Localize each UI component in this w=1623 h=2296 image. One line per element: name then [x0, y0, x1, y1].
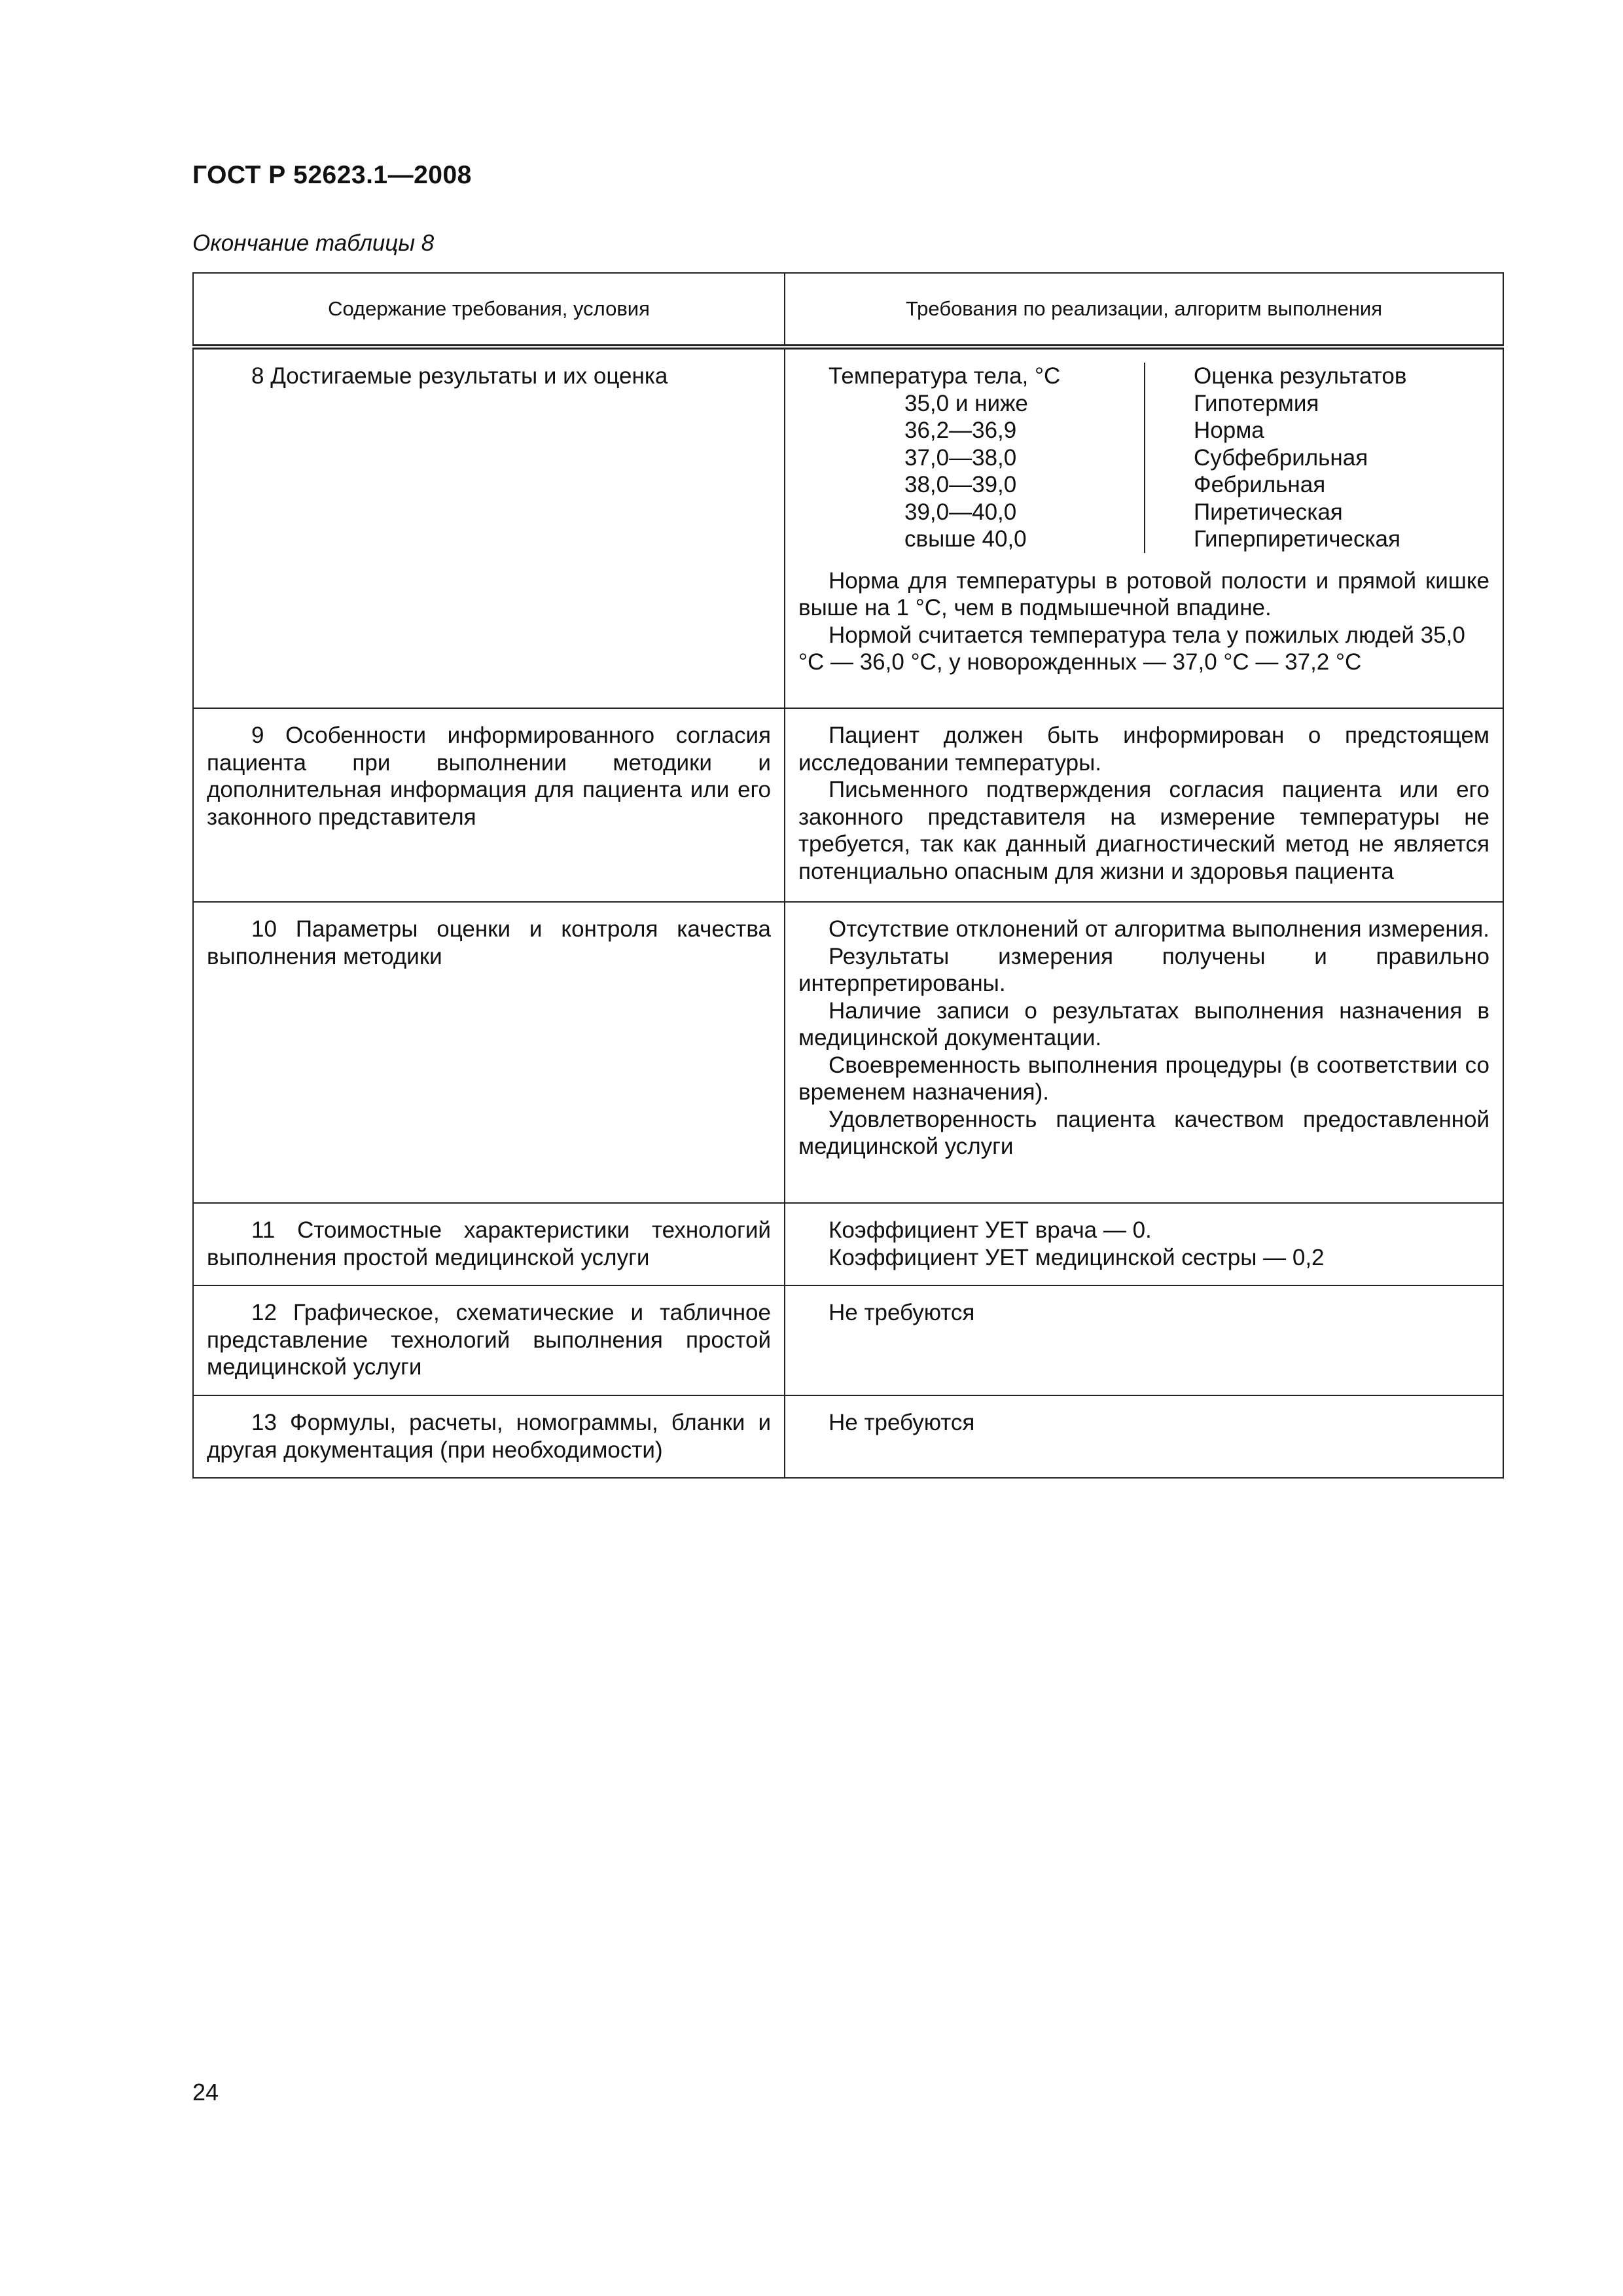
requirements-table — [192, 272, 1504, 1479]
temperature-value: 39,0—40,0 — [904, 499, 1017, 525]
requirement-text: 10 Параметры оценки и контроля качества выполнения методики — [207, 916, 771, 969]
temperature-table — [798, 363, 1489, 553]
paragraph: Норма для температуры в ротовой полости и прямой кишке выше на 1 °C, чем в подмышечной впадине. — [798, 567, 1489, 620]
column-header-requirement: Содержание требования, условия — [193, 273, 785, 347]
temperature-value: свыше 40,0 — [904, 526, 1027, 552]
row-13-implementation — [785, 1395, 1503, 1478]
table-row — [193, 1203, 1503, 1285]
table-header-row — [193, 273, 1503, 347]
row-10-requirement — [193, 902, 785, 1203]
row-8-requirement — [193, 347, 785, 708]
requirement-text: 13 Формулы, расчеты, номограммы, бланки и другая документация (при необходимости) — [207, 1410, 771, 1463]
requirement-text: 9 Особенности информированного согласия пациента при выполнении методики и дополнительная информация для пациента или его законного представителя — [207, 723, 771, 830]
result-value: Субфебрильная — [1194, 444, 1368, 471]
temperature-header: Температура тела, °C — [829, 363, 1061, 389]
paragraph: Нормой считается температура тела у пожилых людей 35,0 °C — 36,0 °C, у новорожденных — 37,0 °C — 37,2 °C — [798, 622, 1465, 675]
paragraph: Не требуются — [829, 1300, 975, 1325]
paragraph: Удовлетворенность пациента качеством предоставленной медицинской услуги — [798, 1106, 1489, 1159]
table-row — [193, 347, 1503, 708]
result-column — [1145, 363, 1406, 553]
row-11-implementation — [785, 1203, 1503, 1285]
table-row — [193, 1395, 1503, 1478]
paragraph: Коэффициент УЕТ врача — 0. — [829, 1217, 1152, 1243]
table-caption: Окончание таблицы 8 — [192, 230, 435, 256]
result-value: Пиретическая — [1194, 499, 1343, 525]
requirement-text: 11 Стоимостные характеристики технологий выполнения простой медицинской услуги — [207, 1217, 771, 1270]
temperature-value: 38,0—39,0 — [904, 472, 1017, 497]
row-9-requirement — [193, 708, 785, 902]
result-header: Оценка результатов — [1194, 363, 1407, 389]
result-value: Норма — [1194, 418, 1264, 443]
document-id: ГОСТ Р 52623.1—2008 — [192, 161, 472, 189]
row-10-implementation — [785, 902, 1503, 1203]
row-8-implementation — [785, 347, 1503, 708]
result-value: Гипотермия — [1194, 390, 1319, 416]
paragraph: Своевременность выполнения процедуры (в соответствии со временем назначения). — [798, 1052, 1489, 1105]
table-row — [193, 708, 1503, 902]
requirement-text: 12 Графическое, схематические и табличное представление технологий выполнения простой медицинской услуги — [207, 1300, 771, 1380]
row-13-requirement — [193, 1395, 785, 1478]
paragraph: Коэффициент УЕТ медицинской сестры — 0,2 — [829, 1244, 1325, 1270]
row-9-implementation — [785, 708, 1503, 902]
paragraph: Отсутствие отклонений от алгоритма выполнения измерения. — [829, 916, 1489, 942]
temperature-column — [798, 363, 1145, 553]
row-12-requirement — [193, 1285, 785, 1395]
requirement-text: 8 Достигаемые результаты и их оценка — [251, 363, 668, 389]
paragraph: Результаты измерения получены и правильно интерпретированы. — [798, 943, 1489, 996]
page-number: 24 — [192, 2079, 219, 2106]
row-11-requirement — [193, 1203, 785, 1285]
temperature-value: 35,0 и ниже — [904, 390, 1028, 416]
result-value: Гиперпиретическая — [1194, 526, 1400, 552]
table-row — [193, 902, 1503, 1203]
temperature-value: 36,2—36,9 — [904, 418, 1017, 443]
row-12-implementation — [785, 1285, 1503, 1395]
table-row — [193, 1285, 1503, 1395]
paragraph: Не требуются — [829, 1410, 975, 1435]
paragraph: Письменного подтверждения согласия пациента или его законного представителя на измерение температуры не требуется, так как данный диагностический метод не является потенциально опасным для жизни и здоровья пациента — [798, 777, 1489, 884]
result-value: Фебрильная — [1194, 472, 1326, 497]
temperature-value: 37,0—38,0 — [904, 444, 1017, 471]
paragraph: Наличие записи о результатах выполнения назначения в медицинской документации. — [798, 997, 1489, 1050]
column-header-implementation: Требования по реализации, алгоритм выполнения — [785, 273, 1503, 347]
paragraph: Пациент должен быть информирован о предстоящем исследовании температуры. — [798, 723, 1489, 776]
